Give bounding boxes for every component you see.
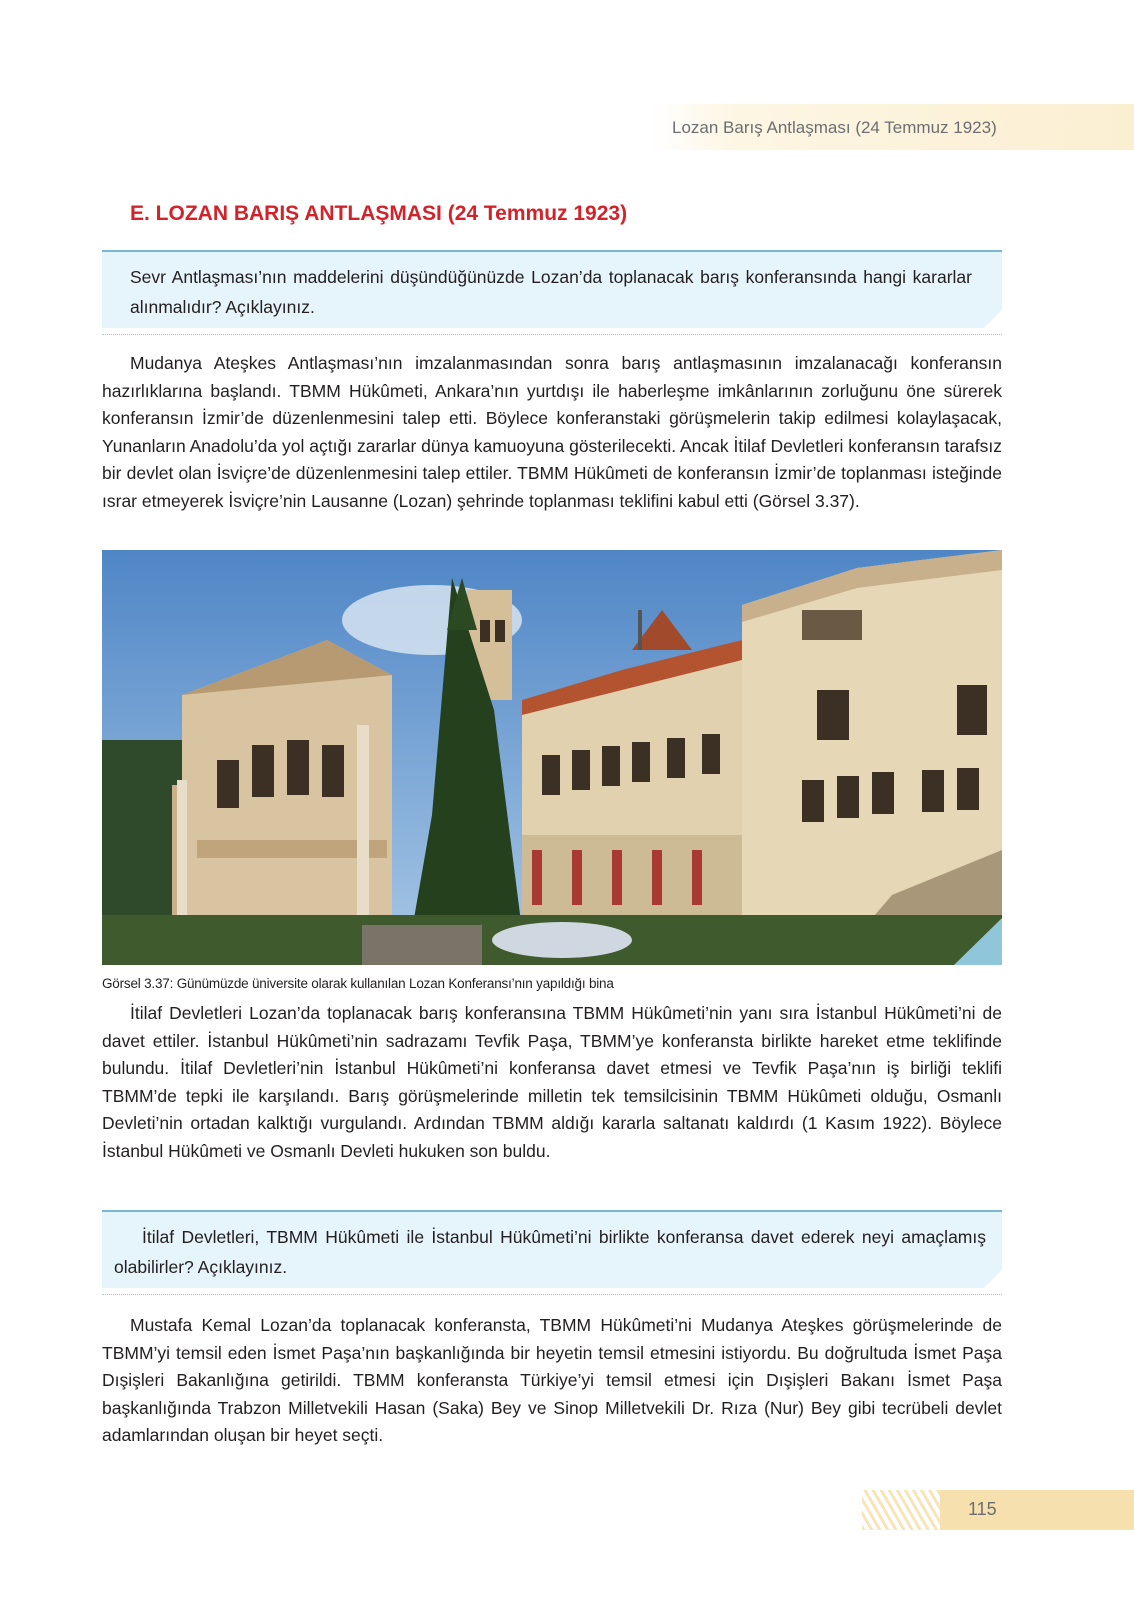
question-1-text: Sevr Antlaşması’nın maddelerini düşündüğünüzde Lozan’da toplanacak barış konferansında hangi kararlar alınmalıdır? Açıklayınız. bbox=[130, 267, 972, 317]
figure-caption: Görsel 3.37: Günümüzde üniversite olarak kullanılan Lozan Konferansı’nın yapıldığı bina bbox=[102, 976, 614, 991]
lozan-building-photo bbox=[102, 550, 1002, 965]
section-title: E. LOZAN BARIŞ ANTLAŞMASI (24 Temmuz 1923) bbox=[130, 202, 628, 225]
question-2-text: İtilaf Devletleri, TBMM Hükûmeti ile İstanbul Hükûmeti’ni birlikte konferansa davet ederek neyi amaçlamış olabilirler? Açıklayınız. bbox=[114, 1227, 986, 1277]
paragraph-1: Mudanya Ateşkes Antlaşması’nın imzalanmasından sonra barış antlaşmasının imzalanacağı konferansın hazırlıklarına başlandı. TBMM Hükûmeti, Ankara’nın yurtdışı ile haberleşme imkânlarının zorluğunu öne sürerek konferansın İzmir’de düzenlenmesini talep etti. Böylece konferanstaki görüşmelerin takip edilmesi kolaylaşacak, Yunanların Anadolu’da yol açtığı zararlar dünya kamuoyuna gösterilecekti. Ancak İtilaf Devletleri konferansın tarafsız bir devlet olan İsviçre’de düzenlenmesini talep ettiler. TBMM Hükûmeti de konferansın İzmir’de toplanması isteğinde ısrar etmeyerek İsviçre’nin Lausanne (Lozan) şehrinde toplanması teklifini kabul etti (Görsel 3.37). bbox=[102, 353, 1002, 511]
paragraph-2: İtilaf Devletleri Lozan’da toplanacak barış konferansına TBMM Hükûmeti’nin yanı sıra İstanbul Hükûmeti’ni de davet ettiler. İstanbul Hükûmeti’nin sadrazamı Tevfik Paşa, TBMM’ye konferansta birlikte hareket etme teklifinde bulundu. İtilaf Devletleri’nin İstanbul Hükûmeti’ni konferansa davet etmesi ve Tevfik Paşa’nın iş birliği teklifi TBMM’de tepki ile karşılandı. Barış görüşmelerinde milletin tek temsilcisinin TBMM Hükûmeti olduğu, Osmanlı Devleti’nin ortadan kalktığı vurgulandı. Ardından TBMM aldığı kararla saltanatı kaldırdı (1 Kasım 1922). Böylece İstanbul Hükûmeti ve Osmanlı Devleti hukuken son buldu. bbox=[102, 1003, 1002, 1161]
footer-stripes bbox=[862, 1490, 942, 1530]
question-box-1 bbox=[102, 250, 1002, 328]
divider-dotted-2 bbox=[102, 1294, 1002, 1295]
page-number: 115 bbox=[968, 1499, 997, 1519]
divider-dotted bbox=[102, 334, 1002, 335]
question-box-2 bbox=[102, 1210, 1002, 1288]
paragraph-3: Mustafa Kemal Lozan’da toplanacak konferansta, TBMM Hükûmeti’ni Mudanya Ateşkes görüşmelerinde de TBMM’yi temsil eden İsmet Paşa’nın başkanlığında bir heyetin temsil etmesini istiyordu. Bu doğrultuda İsmet Paşa Dışişleri Bakanlığına getirildi. TBMM konferansta Türkiye’yi temsil etmesi için Dışişleri Bakanı İsmet Paşa başkanlığında Trabzon Milletvekili Hasan (Saka) Bey ve Sinop Milletvekili Dr. Rıza (Nur) Bey gibi tecrübeli devlet adamlarından oluşan bir heyet seçti. bbox=[102, 1315, 1002, 1446]
running-header-title: Lozan Barış Antlaşması (24 Temmuz 1923) bbox=[672, 118, 997, 137]
